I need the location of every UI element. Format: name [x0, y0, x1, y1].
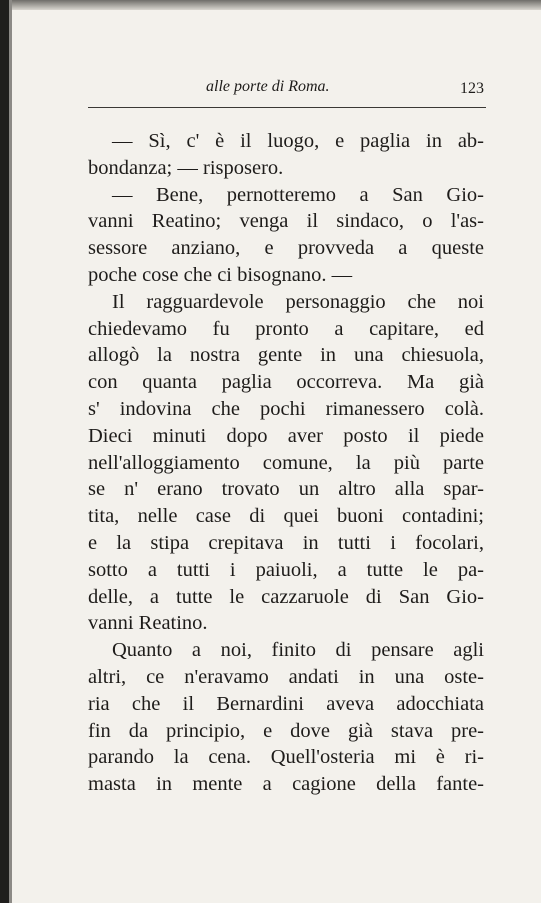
text-line: nell'alloggiamento comune, la più parte	[88, 451, 484, 474]
text-line: bondanza; — risposero.	[88, 156, 284, 179]
page-number: 123	[460, 80, 484, 97]
header-rule	[88, 107, 486, 108]
book-binding-shadow	[9, 0, 12, 903]
body-text	[88, 128, 484, 798]
text-line: sotto a tutti i paiuoli, a tutte le pa-	[88, 558, 484, 581]
text-line: tita, nelle case di quei buoni contadini;	[88, 505, 484, 528]
text-line: poche cose che ci bisognano. —	[88, 263, 353, 286]
text-line: e la stipa crepitava in tutti i focolari,	[88, 531, 484, 554]
text-line: vanni Reatino.	[88, 612, 208, 635]
page-top-edge	[0, 0, 541, 10]
text-line: Il ragguardevole personaggio che noi	[112, 290, 484, 313]
text-line: Quanto a noi, finito di pensare agli	[112, 639, 484, 662]
text-line: fin da principio, e dove già stava pre-	[88, 719, 484, 742]
text-line: ria che il Bernardini aveva adocchiata	[88, 692, 484, 715]
text-line: sessore anziano, e provveda a queste	[88, 237, 484, 260]
page-header	[88, 76, 488, 102]
text-line: delle, a tutte le cazzaruole di San Gio-	[88, 585, 484, 608]
running-title: alle porte di Roma.	[206, 78, 330, 95]
text-line: chiedevamo fu pronto a capitare, ed	[88, 317, 484, 340]
text-line: — Sì, c' è il luogo, e paglia in ab-	[112, 130, 484, 152]
text-line: con quanta paglia occorreva. Ma già	[88, 371, 484, 394]
text-line: parando la cena. Quell'osteria mi è ri-	[88, 746, 484, 769]
text-line: vanni Reatino; venga il sindaco, o l'as-	[88, 210, 484, 233]
text-line: — Bene, pernotteremo a San Gio-	[112, 183, 484, 206]
text-line: allogò la nostra gente in una chiesuola,	[88, 344, 484, 367]
text-line: Dieci minuti dopo aver posto il piede	[88, 424, 484, 447]
text-line: se n' erano trovato un altro alla spar-	[88, 478, 484, 501]
text-line: masta in mente a cagione della fante-	[88, 773, 484, 796]
text-line: altri, ce n'eravamo andati in una oste-	[88, 665, 484, 688]
text-line: s' indovina che pochi rimanessero colà.	[88, 397, 484, 420]
book-binding-edge	[0, 0, 9, 903]
